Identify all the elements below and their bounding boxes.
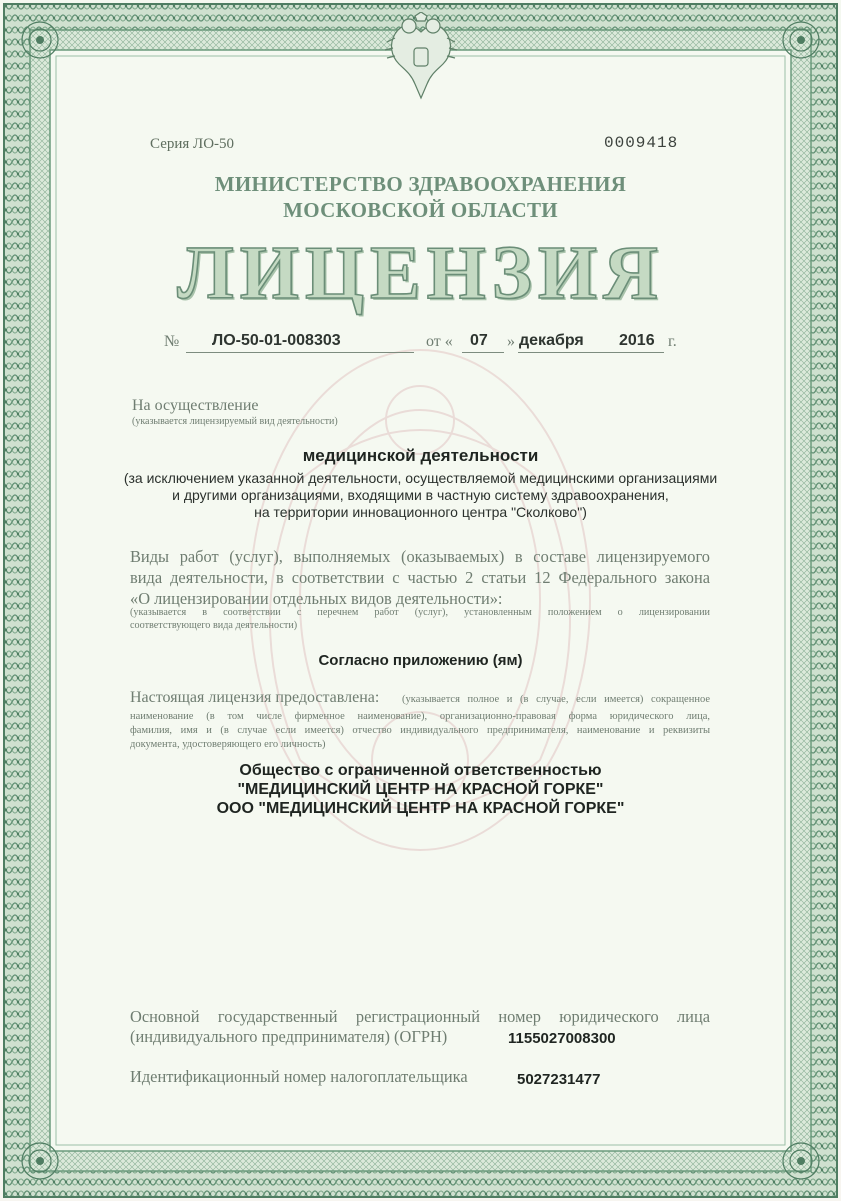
number-sign: № <box>164 333 180 350</box>
licensee-hint-line: (указывается полное и (в случае, если имеется) сокращенное <box>402 694 710 705</box>
licensee-hint-line: фамилия, имя и (в случае если имеется) отчество индивидуального предпринимателя, наименование и реквизиты <box>130 725 710 736</box>
document-title: ЛИЦЕНЗИЯ <box>177 231 664 315</box>
licensee-hint-line: наименование (в том числе фирменное наименование), организационно-правовая форма юридического лица, <box>130 711 710 722</box>
inn-label: Идентификационный номер налогоплательщика <box>130 1067 468 1086</box>
works-label-line: вида деятельности, в соответствии с частью 2 статьи 12 Федерального закона <box>130 568 710 587</box>
license-day: 07 <box>470 332 488 349</box>
form-number: 0009418 <box>604 134 679 152</box>
ogrn-label-line: Основной государственный регистрационный номер юридического лица <box>130 1007 710 1026</box>
works-hint-line: соответствующего вида деятельности) <box>130 620 298 631</box>
activity-note-line: и другими организациями, входящими в частную систему здравоохранения, <box>172 487 669 503</box>
license-year: 2016 <box>619 332 655 349</box>
works-label-line: Виды работ (услуг), выполняемых (оказываемых) в составе лицензируемого <box>130 547 710 566</box>
works-label-line: «О лицензировании отдельных видов деятельности»: <box>130 589 503 608</box>
licensee-hint-line: документа, удостоверяющего его личность) <box>130 739 326 750</box>
day-underline <box>462 352 504 353</box>
works-value: Согласно приложению (ям) <box>318 652 523 669</box>
activity-type: медицинской деятельности <box>302 446 539 465</box>
activity-note-line: на территории инновационного центра "Сколково") <box>254 504 587 520</box>
number-underline <box>186 352 414 353</box>
date-quote-close: » <box>507 333 515 350</box>
date-from-label: от « <box>426 333 453 350</box>
organization-name-line: "МЕДИЦИНСКИЙ ЦЕНТР НА КРАСНОЙ ГОРКЕ" <box>237 781 604 798</box>
activity-note-line: (за исключением указанной деятельности, осуществляемой медицинскими организациями <box>123 470 718 486</box>
ogrn-value: 1155027008300 <box>508 1030 616 1047</box>
activity-label: На осуществление <box>132 397 259 414</box>
license-number: ЛО-50-01-008303 <box>212 332 341 349</box>
organization-name-line: ООО "МЕДИЦИНСКИЙ ЦЕНТР НА КРАСНОЙ ГОРКЕ" <box>216 800 625 817</box>
organization-name-line: Общество с ограниченной ответственностью <box>239 762 602 779</box>
ogrn-label-line: (индивидуального предпринимателя) (ОГРН) <box>130 1027 448 1046</box>
double-headed-eagle-emblem-icon <box>381 12 461 104</box>
year-suffix: г. <box>668 333 677 350</box>
month-underline <box>518 352 664 353</box>
licensee-label: Настоящая лицензия предоставлена: <box>130 689 380 706</box>
activity-hint: (указывается лицензируемый вид деятельности) <box>132 416 338 427</box>
inn-value: 5027231477 <box>517 1071 601 1088</box>
ministry-name-line2: МОСКОВСКОЙ ОБЛАСТИ <box>283 198 558 222</box>
license-month: декабря <box>519 332 584 349</box>
works-hint-line: (указывается в соответствии с перечнем работ (услуг), установленным положением о лицензировании <box>130 607 710 618</box>
series-label: Серия ЛО-50 <box>150 136 235 152</box>
ministry-name-line1: МИНИСТЕРСТВО ЗДРАВООХРАНЕНИЯ <box>214 172 627 196</box>
